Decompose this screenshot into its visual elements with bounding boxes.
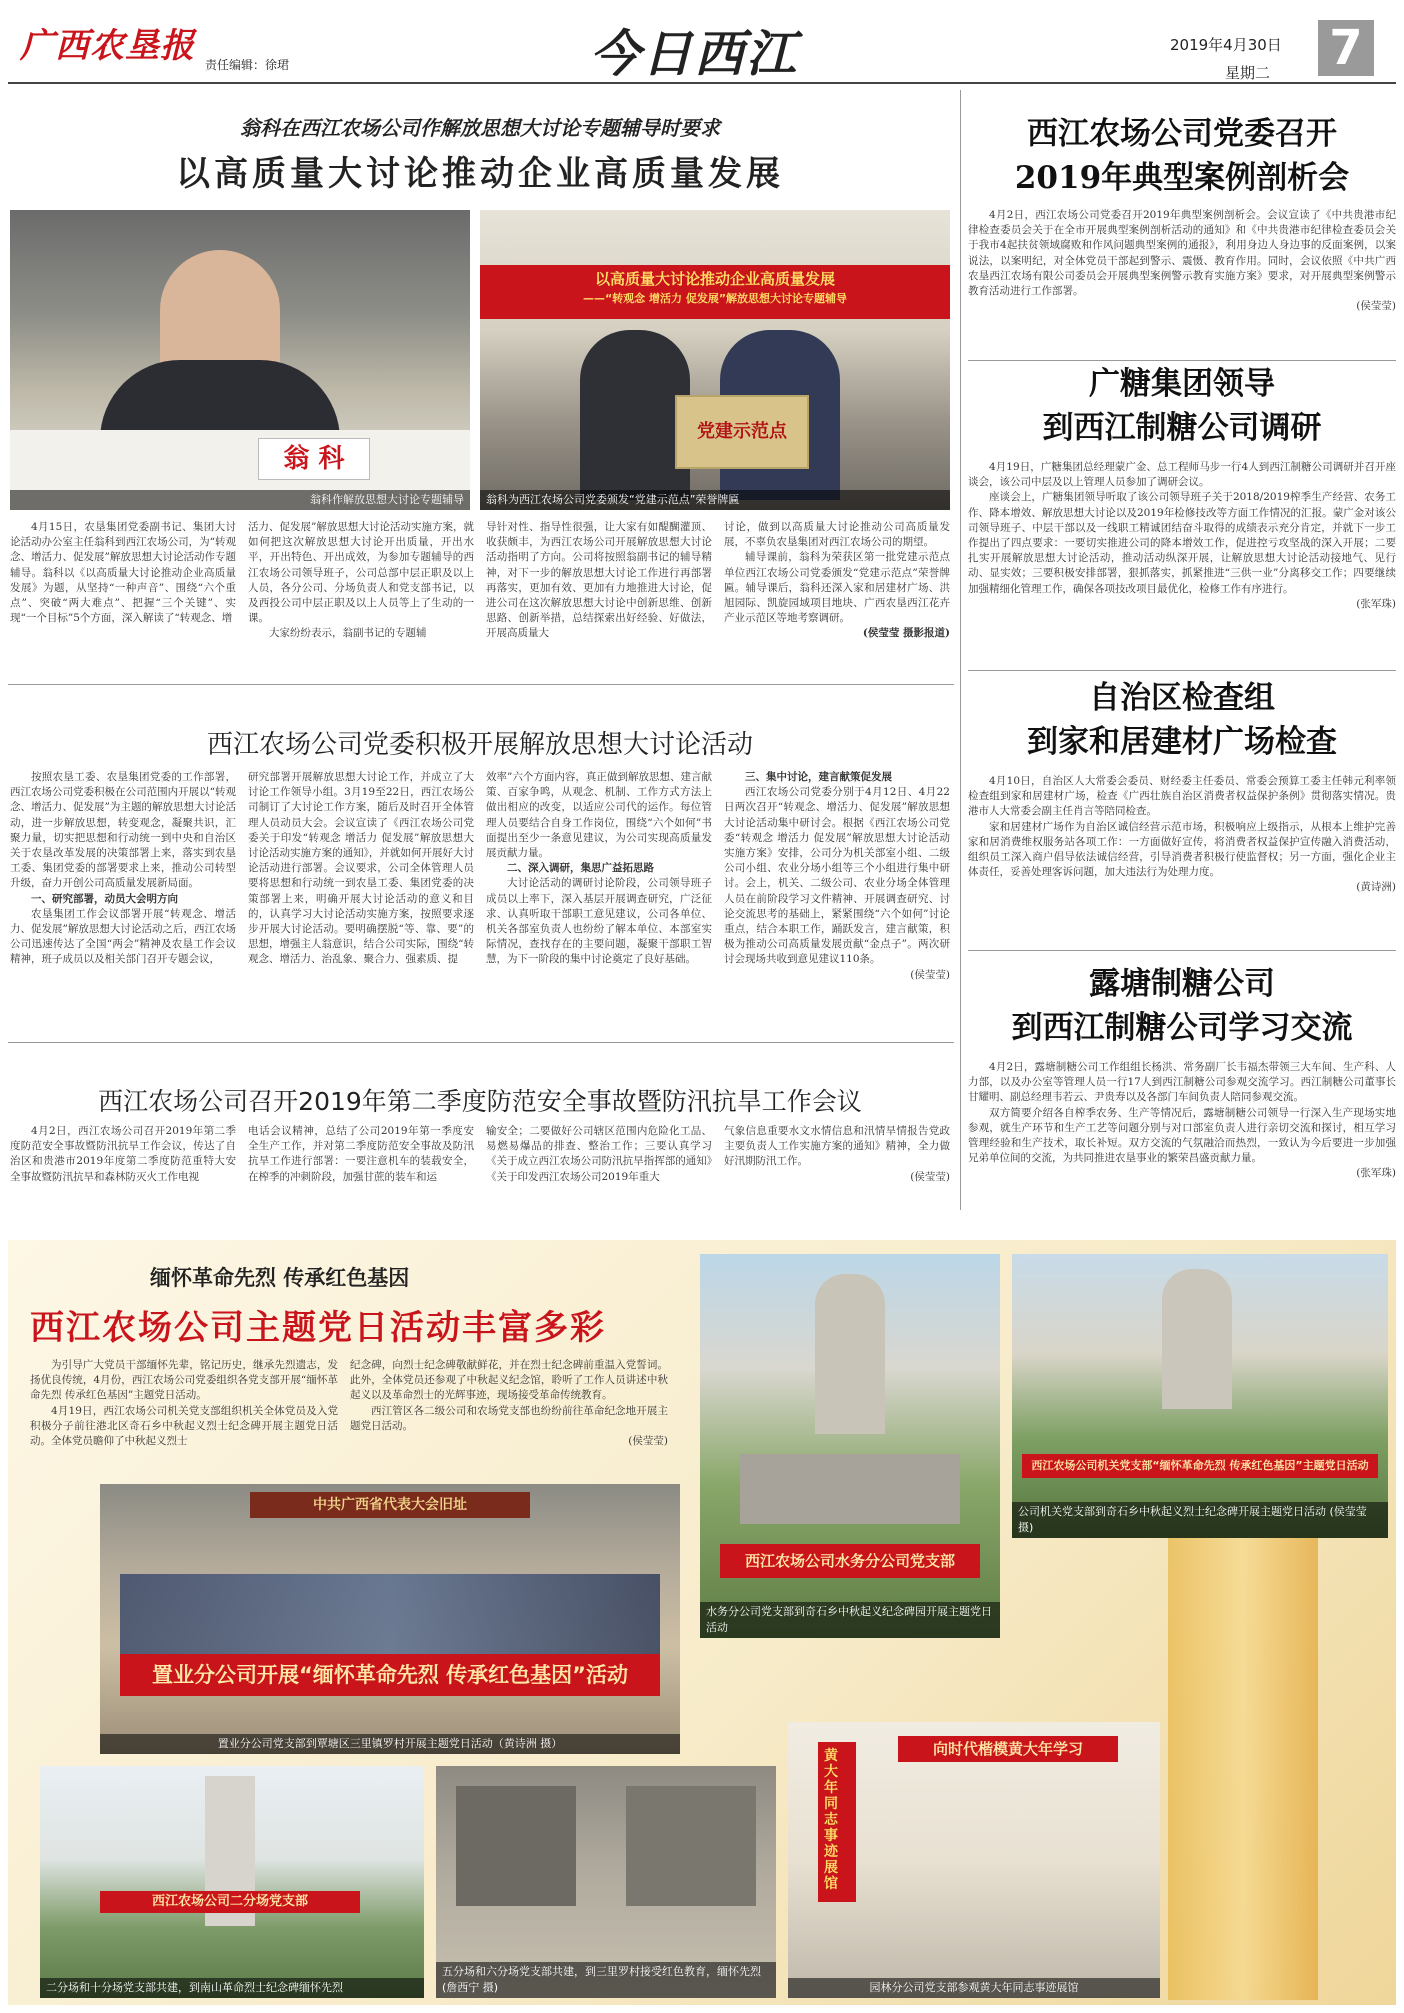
feature-col1: 为引导广大党员干部缅怀先辈，铭记历史，继承先烈遗志，发扬优良传统，4月份，西江农场公司党委组织各党支部开展“缅怀革命先烈 传承红色基因”主题党日活动。 <box>30 1359 338 1402</box>
side3-text2: 家和居建材广场作为自治区诚信经营示范市场，积极响应上级指示，从根本上维护完善家和居消费维权服务站各项工作：一方面做好宣传，将消费者权益保护宣传融入消费活动，组织员工深入商户倡导依法诚信经营，引导消费者积极行使监督权；另一方面，强化企业主体责任，妥善处理客诉问题，加大违法行为处理力度。 <box>968 820 1396 879</box>
side2 <box>968 362 1396 612</box>
discussion-col3b: 大讨论活动的调研讨论阶段，公司领导班子成员以上率下，深入基层开展调查研究，广泛征求、认真听取干部职工意见建议，公司各单位、机关各部室负责人也纷纷了解本单位、本部室实际情况，查找存在的主要问题，凝聚干部职工智慧，为下一阶段的集中讨论奠定了良好基础。 <box>486 877 712 966</box>
feature-body <box>30 1358 670 1473</box>
side2-headline2: 到西江制糖公司调研 <box>1042 410 1322 446</box>
feature-photo-exhibition-caption: 园林分公司党支部参观黄大年同志事迹展馆 <box>788 1978 1160 1998</box>
main-col2: 活力、促发展”解放思想大讨论活动实施方案，就如何把这次解放思想大讨论开出质量，开出水平，开出特色、开出成效，为参加专题辅导的西江农场公司领导班子，公司总部中层正职及以上人员，各分公司、分场负责人和党支部书记，以及西投公司中层正职及以上人员等上了生动的一课。 <box>248 521 474 625</box>
discussion-sub2: 二、深入调研，集思广益拓思路 <box>507 862 654 875</box>
discussion-headline: 西江农场公司党委积极开展解放思想大讨论活动 <box>206 730 753 760</box>
feature-photo-property <box>100 1484 680 1754</box>
side1-headline1: 西江农场公司党委召开 <box>1027 116 1337 152</box>
feature-photo-monument <box>40 1766 424 1998</box>
feature-photo-property-caption: 置业分公司党支部到覃塘区三里镇罗村开展主题党日活动（黄诗洲 摄） <box>100 1734 680 1754</box>
side1-text: 4月2日，西江农场公司党委召开2019年典型案例剖析会。会议宣读了《中共贵港市纪律检查委员会关于在全市开展典型案例剖析活动的通知》和《中共贵港市纪律检查委员会关于我市4起扶贫领域腐败和作风问题典型案例的通报》，利用身边人身边事的反面案例，以案说法，以案明纪，对全体党员干部起到警示、震慑、教育作用。同时，会议依照《中共广西农垦西江农场有限公司委员会开展典型案例警示教育实施方案》要求，对开展典型案例警示教育活动进行工作部署。 <box>968 209 1396 298</box>
discussion-sub1: 一、研究部署，动员大会明方向 <box>31 892 178 905</box>
issue-date: 2019年4月30日 <box>1170 36 1282 54</box>
award-banner-line2: ——“转观念 增活力 促发展”解放思想大讨论专题辅导 <box>582 292 848 305</box>
side2-headline1: 广糖集团领导 <box>1089 366 1275 402</box>
hq-banner: 西江农场公司机关党支部“缅怀革命先烈 传承红色基因”主题党日活动 <box>1022 1454 1378 1478</box>
editor-label: 责任编辑：徐珺 <box>205 58 290 72</box>
side3-headline2: 到家和居建材广场检查 <box>1027 724 1337 760</box>
safety-col2: 电话会议精神，总结了公司2019年第一季度安全生产工作，并对第二季度防范安全事故及防汛抗旱工作进行部署：一要注意机车的装载安全，在榨季的冲刺阶段，加强甘蔗的装车和运 <box>248 1125 474 1183</box>
feature-col1b: 4月19日，西江农场公司机关党支部组织机关全体党员及入党积极分子前往港北区奇石乡中秋起义烈士纪念碑开展主题党日活动。全体党员瞻仰了中秋起义烈士 <box>30 1404 338 1448</box>
side4-text: 4月2日，露塘制糖公司工作组组长杨洪、常务副厂长韦福杰带领三大车间、生产科、人力部，以及办公室等管理人员一行17人到西江制糖公司参观交流学习。西江制糖公司董事长甘耀明、副总经理韦若云、尹贵寿以及各部门车间负责人陪同参观交流。 <box>968 1061 1396 1104</box>
safety-col4: 气象信息重要水文水情信息和汛情旱情报告党政主要负责人工作实施方案的通知》精神，全力做好汛期防汛工作。 <box>724 1125 950 1168</box>
feature-byline: (侯莹莹) <box>628 1435 668 1448</box>
discussion-col2: 研究部署开展解放思想大讨论工作，并成立了大讨论工作领导小组。3月19至22日，西江农场公司制订了大讨论工作方案，随后及时召开全体管理人员动员大会。会议宣读了《西江农场公司党委关于印发“转观念 增活力 促发展”解放思想大讨论活动实施方案的通知》，并就如何开展好大讨论活动进行部署。会议要求，公司全体管理人员要将思想和行动统一到农垦工委、集团党委的决策部署上来，明确开展大讨论活动的意义和目的，认真学习大讨论活动实施方案，按照要求逐步开展大讨论活动。要明确摆脱“等、靠、要”的思想，增强主人翁意识，结合公司实际，围绕“转观念、增活力、治乱象、聚合力、强素质、提 <box>248 771 474 966</box>
feature-kicker: 缅怀革命先烈 传承红色基因 <box>150 1265 410 1290</box>
discussion-col4: 西江农场公司党委分别于4月12日、4月22日两次召开“转观念、增活力、促发展”解放思想大讨论活动集中研讨会。根据《西江农场公司党委“转观念 增活力 促发展”解放思想大讨论活动实施方案》安排，公司分为机关部室小组、二级公司小组、农业分场小组等三个小组进行集中研讨。会上，机关、二级公司、农业分场全体管理人员在前阶段学习文件精神、开展调查研究、讨论交流思考的基础上，紧紧围绕“六个如何”讨论重点，结合本职工作，踊跃发言，建言献策，积极为推动公司高质量发展贡献“金点子”。两次研讨会现场共收到意见建议110条。 <box>724 786 950 966</box>
feature-photo-monument-caption: 二分场和十分场党支部共建，到南山革命烈士纪念碑缅怀先烈 <box>40 1978 424 1998</box>
safety-col3: 输安全；二要做好公司辖区范围内危险化工品、易燃易爆品的排查、整治工作；三要认真学习《关于成立西江农场公司防汛抗旱指挥部的通知》《关于印发西江农场公司2019年重大 <box>486 1125 712 1183</box>
masthead <box>0 0 1404 82</box>
issue-weekday: 星期二 <box>1225 64 1271 82</box>
side2-byline: (张军珠) <box>1356 597 1396 610</box>
main-col1: 4月15日，农垦集团党委副书记、集团大讨论活动办公室主任翁科到西江农场公司，为“转观念、增活力、促发展”解放思想大讨论活动作专题辅导。翁科以《以高质量大讨论推动企业高质量发展》为题，从坚持“一种声音”、围绕“六个重点”、突破“两大难点”、把握“三个关键”、实现“一个目标”5个方面，深入解读了“转观念、增 <box>10 521 236 625</box>
side3-headline1: 自治区检查组 <box>1089 680 1275 716</box>
monument-banner: 西江农场公司二分场党支部 <box>100 1891 360 1913</box>
discussion-col1b: 农垦集团工作会议部署开展“转观念、增活力、促发展”解放思想大讨论活动之后，西江农场公司迅速传达了全国“两会”精神及农垦工作会议精神，班子成员以及相关部门召开专题会议， <box>10 907 236 966</box>
exhibition-banner: 向时代楷模黄大年学习 <box>898 1736 1118 1762</box>
side4-headline2: 到西江制糖公司学习交流 <box>1011 1010 1353 1046</box>
page-number: 7 <box>1318 20 1374 76</box>
discussion-sub3: 三、集中讨论，建言献策促发展 <box>745 771 892 783</box>
main-col2b: 大家纷纷表示，翁副书记的专题辅 <box>269 627 427 640</box>
water-banner: 西江农场公司水务分公司党支部 <box>720 1544 980 1578</box>
photo-speaker-caption: 翁科作解放思想大讨论专题辅导 <box>10 490 470 510</box>
feature-headline: 西江农场公司主题党日活动丰富多彩 <box>30 1308 606 1348</box>
side4-headline1: 露塘制糖公司 <box>1089 966 1275 1002</box>
feature-col2b: 西江管区各二级公司和农场党支部也纷纷前往革命纪念地开展主题党日活动。 <box>350 1404 668 1432</box>
discussion-body <box>10 770 950 1036</box>
main-kicker: 翁科在西江农场公司作解放思想大讨论专题辅导时要求 <box>240 116 720 140</box>
side1-headline2: 2019年典型案例剖析会 <box>1014 160 1350 196</box>
discussion-col1: 按照农垦工委、农垦集团党委的工作部署，西江农场公司党委积极在公司范围内开展以“转观念、增活力、促发展”为主题的解放思想大讨论活动，进一步解放思想，转变观念，凝聚共识，汇聚力量，切实把思想和行动统一到中央和自治区关于农垦改革发展的决策部署上来，落实到农垦工委、集团党委的部署要求上来，推动公司转型升级，奋力开创公司高质量发展新局面。 <box>10 771 236 890</box>
feature-photo-hq-caption: 公司机关党支部到奇石乡中秋起义烈士纪念碑开展主题党日活动 <box>1018 1505 1326 1518</box>
side1-byline: (侯莹莹) <box>1356 300 1396 313</box>
main-headline: 以高质量大讨论推动企业高质量发展 <box>176 154 784 194</box>
safety-col1: 4月2日，西江农场公司召开2019年第二季度防范安全事故暨防汛抗旱工作会议，传达了自治区和贵港市2019年度第二季度防范重特大安全事故暨防汛抗旱和森林防灭火工作电视 <box>10 1125 236 1183</box>
main-col4b: 辅导课前，翁科为荣获区第一批党建示范点单位西江农场公司党委颁发“党建示范点”荣誉牌匾。辅导课后，翁科还深入家和居建材广场、洪旭园际、凯旋园域项目地块、广西农垦西江花卉产业示范区等地考察调研。 <box>724 551 950 625</box>
feature-photo-village <box>436 1766 776 1998</box>
feature-col2: 纪念碑，向烈士纪念碑敬献鲜花，并在烈士纪念碑前重温入党誓词。此外，全体党员还参观了中秋起义纪念馆，聆听了工作人员讲述中秋起义以及革命烈士的光辉事迹，现场接受革命传统教育。 <box>350 1359 668 1402</box>
feature-photo-exhibition <box>788 1722 1160 1998</box>
section-title: 今日西江 <box>590 24 798 83</box>
side1 <box>968 112 1396 314</box>
main-body <box>10 520 950 670</box>
feature-photo-hq <box>1012 1254 1388 1538</box>
award-plaque: 党建示范点 <box>675 395 809 469</box>
award-banner <box>480 265 950 319</box>
property-sign: 中共广西省代表大会旧址 <box>250 1492 530 1518</box>
feature-photo-water-caption: 水务分公司党支部到奇石乡中秋起义纪念碑园开展主题党日活动 <box>700 1602 1000 1638</box>
feature-photo-village-credit: (詹西宁 摄) <box>442 1981 499 1994</box>
side4-text2: 双方简要介绍各自榨季农务、生产等情况后，露塘制糖公司领导一行深入生产现场实地参观，就生产环节和生产工艺等问题分别与对口部室负责人进行亲切交流和探讨，相互学习管理经验和生产技术，取长补短。双方交流的气氛融洽而热烈，一致认为今后要进一步加强兄弟单位间的交流，为共同推进农垦事业的繁荣昌盛贡献力量。 <box>968 1106 1396 1165</box>
safety-body <box>10 1124 950 1206</box>
feature-photo-water <box>700 1254 1000 1638</box>
paper-logo: 广西农垦报 <box>20 26 195 66</box>
photo-award-caption: 翁科为西江农场公司党委颁发“党建示范点”荣誉牌匾 <box>480 490 950 510</box>
side3-byline: (黄诗洲) <box>1356 881 1396 894</box>
main-byline: (侯莹莹 摄影报道) <box>862 627 950 640</box>
side4-byline: (张军珠) <box>1356 1167 1396 1180</box>
main-col3: 导针对性、指导性很强，让大家有如醍醐灌顶、收获颇丰，为西江农场公司开展解放思想大讨论活动指明了方向。公司将按照翁副书记的辅导精神，对下一步的解放思想大讨论工作进行再部署再落实，更加有效、更加有力地推进大讨论，促进公司在这次解放思想大讨论中创新思维、创新思路、创新举措，总结探索出好经验、好做法，开展高质量大 <box>486 521 712 640</box>
photo-award <box>480 210 950 510</box>
discussion-col3: 效率”六个方面内容，真正做到解放思想、建言献策、百家争鸣，从观念、机制、工作方式方法上做出相应的改变，以适应公司代的运作。每位管理人员要结合自身工作岗位，围绕“六个如何”书面提出至少一条意见建议，为公司实现高质量发展贡献力量。 <box>486 771 712 860</box>
side4 <box>968 962 1396 1182</box>
award-banner-line1: 以高质量大讨论推动企业高质量发展 <box>594 270 835 288</box>
feature-photo-hq-credit: (侯莹莹 摄) <box>1018 1505 1367 1534</box>
side3-text: 4月10日，自治区人大常委会委员、财经委主任委员、常委会预算工委主任韩元利率领检查组到家和居建材广场，检查《广西壮族自治区消费者权益保护条例》贯彻落实情况。贵港市人大常委会副主任肖言等陪同检查。 <box>968 775 1396 818</box>
property-banner: 置业分公司开展“缅怀革命先烈 传承红色基因”活动 <box>120 1654 660 1696</box>
safety-headline: 西江农场公司召开2019年第二季度防范安全事故暨防汛抗旱工作会议 <box>98 1087 862 1116</box>
safety-byline: (侯莹莹) <box>910 1170 950 1183</box>
side3 <box>968 676 1396 896</box>
nameplate: 翁 科 <box>258 438 370 480</box>
discussion-byline: (侯莹莹) <box>910 968 950 981</box>
main-col4: 讨论，做到以高质量大讨论推动公司高质量发展，不辜负农垦集团对西江农场公司的期望。 <box>724 521 950 549</box>
exhibition-sign-text: 黄大年同志事迹展馆 <box>824 1748 838 1892</box>
side2-text2: 座谈会上，广糖集团领导听取了该公司领导班子关于2018/2019榨季生产经营、农务工作、降本增效、解放思想大讨论以及2019年检修技改等方面工作情况的汇报。蒙广金对该公司领导班子、中层干部以及一线职工精诚团结奋斗取得的成绩表示充分肯定，并就下一步工作提出了四点要求：一要切实推进公司的降本增效工作，促进控亏攻坚战的深入开展；二要扎实开展解放思想大讨论活动，推动活动纵深开展，让解放思想大讨论活动接地气、见行动、显实效；三要积极安排部署，狠抓落实，抓紧推进“三供一业”分离移交工作；四要继续加强精细化管理工作，确保各项技改项目最优化，检修工作有序进行。 <box>968 491 1396 595</box>
side2-text: 4月19日，广糖集团总经理蒙广金、总工程师马步一行4人到西江制糖公司调研并召开座谈会，该公司中层及以上管理人员参加了调研会议。 <box>968 461 1396 489</box>
photo-speaker <box>10 210 470 510</box>
feature-photo-village-caption: 五分场和六分场党支部共建，到三里罗村接受红色教育，缅怀先烈 <box>442 1965 761 1978</box>
